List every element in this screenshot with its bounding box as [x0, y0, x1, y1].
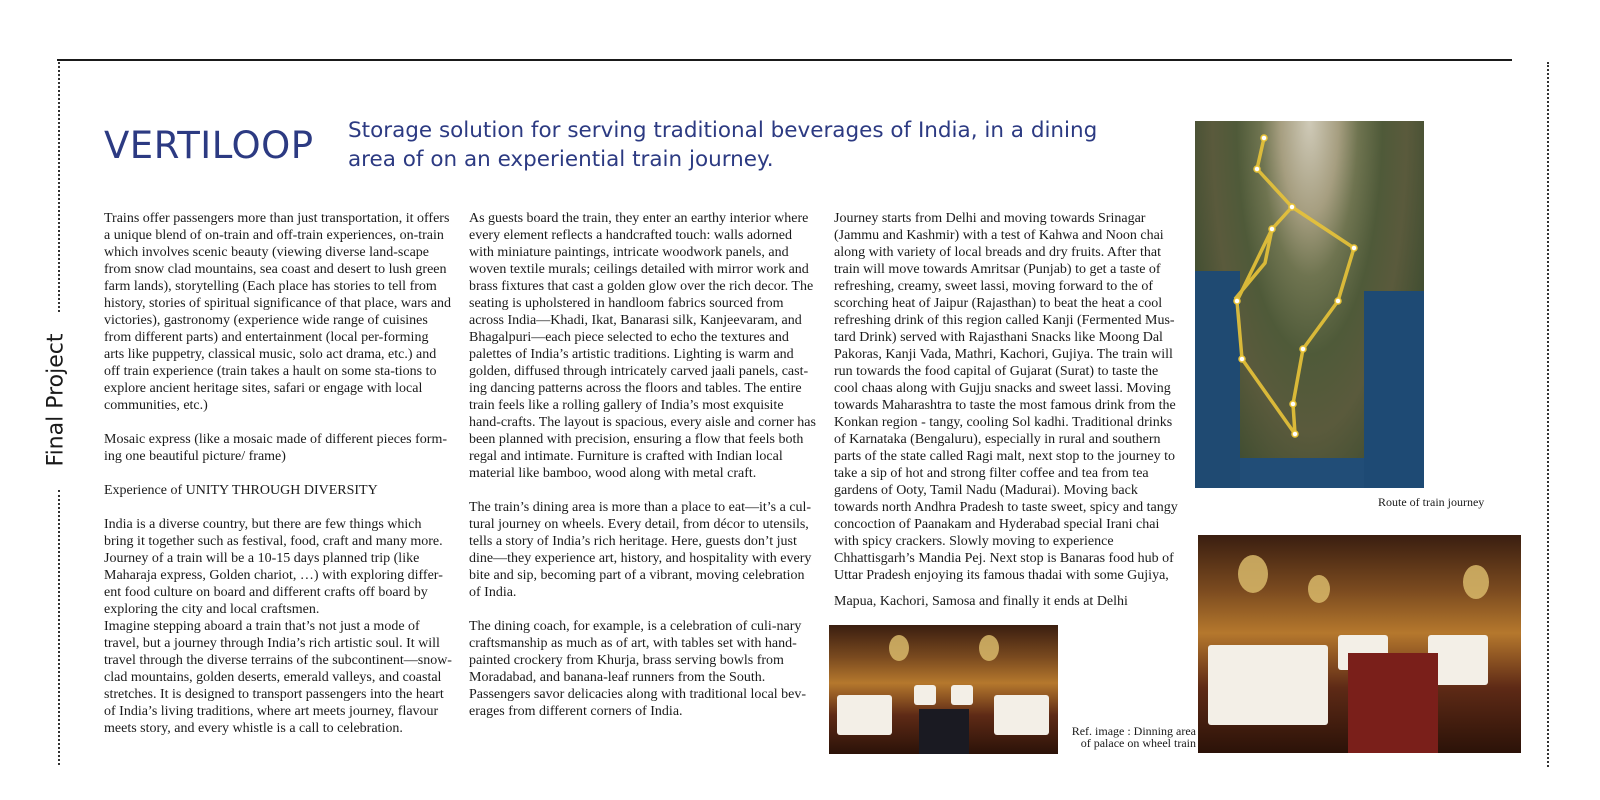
- paragraph: India is a diverse country, but there are few things which bring it together such as festival, food, craft and many more. Journey of a train will be a 10-15 days planned trip (like Maharaja express, Golden chariot, …) with exploring differ-ent food culture on board and different crafts off board by exploring the city and local craftsmen.: [104, 517, 443, 617]
- route-map-image: [1195, 121, 1424, 488]
- text-column-3: [834, 210, 1179, 610]
- left-dotted-border-lower: [58, 490, 60, 765]
- photo-caption: [1068, 725, 1196, 749]
- photo-caption-line: of palace on wheel train: [1080, 736, 1196, 750]
- top-rule: [57, 59, 1512, 61]
- dining-car-photo-large: [1198, 535, 1521, 753]
- side-label: Final Project: [43, 333, 69, 467]
- paragraph: The dining coach, for example, is a celebration of culi-nary craftsmanship as much as of art, with tables set with hand-painted crockery from Khurja, brass serving bowls from Moradabad, and banana-leaf runners from the South. Passengers savor delicacies along with traditional local bev-erages from different corners of India.: [469, 619, 807, 719]
- train-route-path: [1195, 121, 1424, 488]
- left-dotted-border-upper: [58, 62, 60, 312]
- text-column-1: [104, 210, 452, 737]
- text-column-2: [469, 210, 817, 720]
- paragraph: Trains offer passengers more than just transportation, it offers a unique blend of on-train and off-train experiences, on-train which involves scenic beauty (viewing diverse land-scape from snow clad mountains, sea coast and desert to lush green farm lands), storytelling (Each place has stories to tell from history, stories of spiritual significance of that place, wars and victories), gastronomy (experience wide range of cuisines from different parts) and entertainment (local per-forming arts like puppetry, classical music, solo act drama, etc.) and off train experience (train takes a hault on some sta-tions to explore ancient heritage sites, safari or engage with local communities, etc.): [104, 211, 452, 413]
- right-dotted-border: [1547, 62, 1549, 767]
- paragraph: Mapua, Kachori, Samosa and finally it ends at Delhi: [834, 594, 1128, 609]
- paragraph: Experience of UNITY THROUGH DIVERSITY: [104, 483, 378, 498]
- paragraph: Mosaic express (like a mosaic made of different pieces form-ing one beautiful picture/ frame): [104, 432, 447, 464]
- paragraph: The train’s dining area is more than a place to eat—it’s a cul-tural journey on wheels. Every detail, from décor to utensils, tells a story of India’s rich heritage. Here, guests don’t just dine—they experience art, history, and hospitality with every bite and sip, becoming part of a vibrant, moving celebration of India.: [469, 500, 812, 600]
- paragraph: Journey starts from Delhi and moving towards Srinagar (Jammu and Kashmir) with a test of Kahwa and Noon chai along with variety of local breads and dry fruits. After that train will move towards Amritsar (Punjab) to get a taste of refreshing, creamy, sweet lassi, moving forward to the of scorching heat of Jaipur (Rajasthan) to beat the heat a cool refreshing drink of this region called Kanji (Fermented Mus-tard Drink) served with Rajasthani Snacks like Moong Dal Pakoras, Kanji Vada, Mathri, Kachori, Gujiya. The train will run towards the food capital of Gujarat (Surat) to taste the cool chaas along with Gujju snacks and sweet lassi. Moving towards Maharashtra to taste the most famous drink from the Konkan region - tangy, cooling Sol kadhi. Traditional drinks of Karnataka (Bengaluru), especially in rural and southern parts of the state called Ragi malt, next stop to the journey to take a sip of hot and strong filter coffee and tea from tea gardens of Ooty, Tamil Nadu (Madurai). Moving back towards north Andhra Pradesh to taste sweet, spicy and tangy concoction of Paanakam and Hyderabad special Irani chai with spicy crackers. Slowly moving to experience Chhattisgarh’s Mandia Pej. Next stop is Banaras food hub of Uttar Pradesh enjoying its famous thadai with some Gujiya,: [834, 211, 1178, 583]
- brand-title: VERTILOOP: [104, 124, 314, 167]
- paragraph: As guests board the train, they enter an earthy interior where every element reflects a handcrafted touch: walls adorned with miniature paintings, intricate woodwork panels, and woven textile murals; ceilings detailed with mirror work and brass fixtures that cast a golden glow over the rich decor. The seating is upholstered in handloom fabrics sourced from across India—Khadi, Ikat, Banarasi silk, Kanjeevaram, and Bhagalpuri—each piece selected to echo the textures and palettes of India’s artistic traditions. Lighting is warm and golden, diffused through intricately carved jaali panels, cast-ing dancing patterns across the floors and tables. The entire train feels like a rolling gallery of India’s most exquisite hand-crafts. The layout is spacious, every aisle and corner has been planned with precision, ensuring a flow that feels both regal and intimate. Furniture is crafted with Indian local material like bamboo, wood along with metal craft.: [469, 211, 816, 481]
- map-caption: Route of train journey: [1378, 495, 1485, 509]
- dining-car-photo-small: [829, 625, 1058, 754]
- tagline: Storage solution for serving traditional beverages of India, in a dining area of on an experiential train journey.: [348, 118, 1098, 172]
- photo-caption-line: Ref. image : Dinning area: [1071, 724, 1196, 738]
- paragraph: Imagine stepping aboard a train that’s not just a mode of travel, but a journey through India’s rich artistic soul. It will travel through the diverse terrains of the subcontinent—snow-clad mountains, golden deserts, emerald valleys, and coastal stretches. It is designed to transport passengers into the heart of India’s living traditions, where art meets journey, flavour meets story, and every whistle is a call to celebration.: [104, 619, 452, 736]
